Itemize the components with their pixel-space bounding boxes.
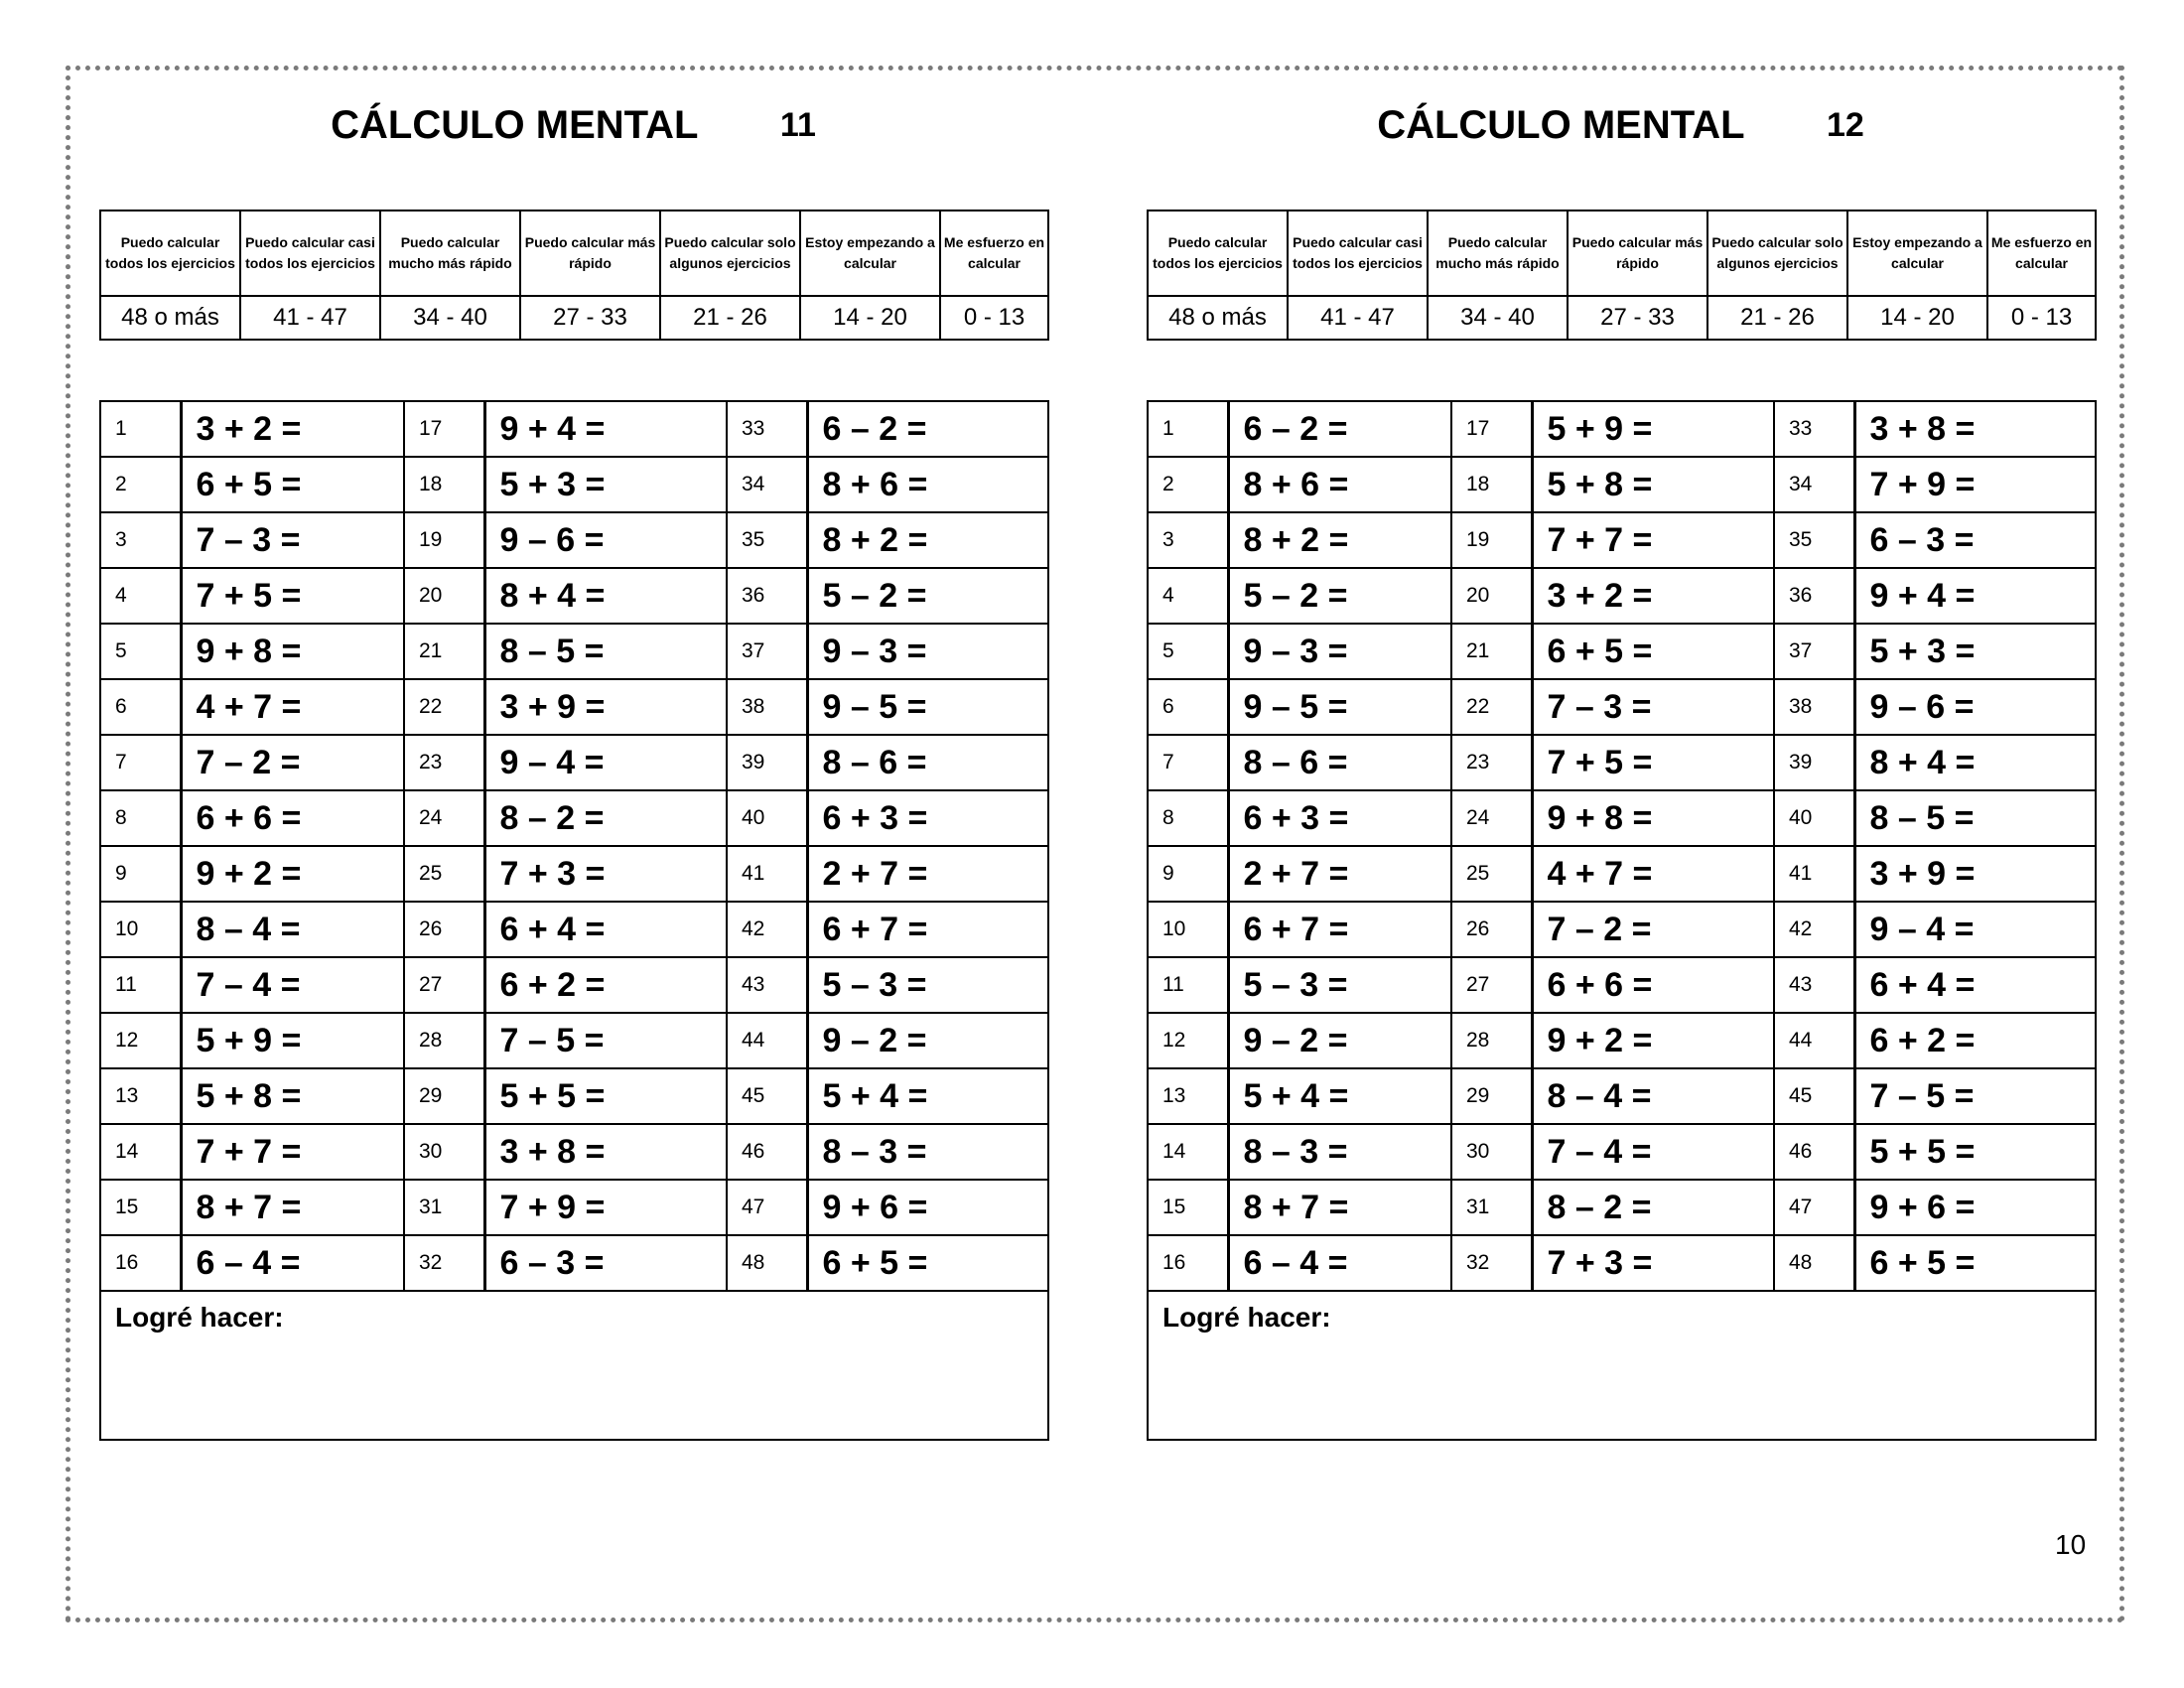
- exercise-number: 46: [727, 1124, 807, 1180]
- exercise-number: 13: [100, 1068, 181, 1124]
- result-label: Logré hacer:: [100, 1291, 1048, 1440]
- level-description: Me esfuerzo en calcular: [940, 211, 1048, 296]
- exercise-expression: 6 + 3 =: [807, 790, 1048, 846]
- exercise-number: 16: [1148, 1235, 1228, 1291]
- exercise-number: 21: [404, 624, 484, 679]
- exercise-expression: 5 + 8 =: [181, 1068, 404, 1124]
- exercise-expression: 9 + 8 =: [1532, 790, 1774, 846]
- level-range: 48 o más: [100, 296, 240, 340]
- level-range: 0 - 13: [940, 296, 1048, 340]
- exercise-expression: 5 + 8 =: [1532, 457, 1774, 512]
- exercise-number: 40: [727, 790, 807, 846]
- exercise-expression: 3 + 8 =: [1854, 401, 2096, 457]
- exercise-expression: 5 – 2 =: [1228, 568, 1451, 624]
- exercise-row: [100, 568, 1048, 624]
- exercise-number: 11: [1148, 957, 1228, 1013]
- exercise-expression: 8 – 6 =: [1228, 735, 1451, 790]
- exercise-number: 4: [1148, 568, 1228, 624]
- exercise-number: 27: [404, 957, 484, 1013]
- exercise-number: 14: [1148, 1124, 1228, 1180]
- exercise-number: 42: [727, 902, 807, 957]
- exercise-expression: 3 + 2 =: [181, 401, 404, 457]
- exercise-number: 39: [1774, 735, 1854, 790]
- exercise-expression: 9 – 5 =: [1228, 679, 1451, 735]
- exercise-row: [100, 1013, 1048, 1068]
- exercise-expression: 5 + 9 =: [181, 1013, 404, 1068]
- level-range: 21 - 26: [1707, 296, 1847, 340]
- level-description: Puedo calcular solo algunos ejercicios: [660, 211, 800, 296]
- exercise-number: 36: [1774, 568, 1854, 624]
- exercise-number: 30: [1451, 1124, 1532, 1180]
- exercise-number: 14: [100, 1124, 181, 1180]
- exercise-expression: 6 – 2 =: [807, 401, 1048, 457]
- result-row: [1148, 1291, 2096, 1440]
- exercise-expression: 8 – 4 =: [1532, 1068, 1774, 1124]
- exercise-number: 45: [1774, 1068, 1854, 1124]
- exercise-number: 3: [1148, 512, 1228, 568]
- exercise-row: [100, 512, 1048, 568]
- level-description: Puedo calcular todos los ejercicios: [100, 211, 240, 296]
- level-range: 34 - 40: [380, 296, 520, 340]
- exercise-expression: 6 + 2 =: [1854, 1013, 2096, 1068]
- exercise-number: 43: [1774, 957, 1854, 1013]
- exercise-expression: 7 – 2 =: [181, 735, 404, 790]
- exercise-expression: 6 + 6 =: [1532, 957, 1774, 1013]
- worksheet-number: 12: [1826, 106, 1864, 144]
- level-description: Me esfuerzo en calcular: [1987, 211, 2096, 296]
- level-range: 14 - 20: [800, 296, 940, 340]
- exercise-row: [1148, 1235, 2096, 1291]
- exercise-expression: 8 + 6 =: [1228, 457, 1451, 512]
- exercise-row: [1148, 1013, 2096, 1068]
- exercise-row: [1148, 1124, 2096, 1180]
- exercise-expression: 7 – 4 =: [1532, 1124, 1774, 1180]
- exercise-expression: 7 + 5 =: [181, 568, 404, 624]
- worksheet-header: [99, 103, 1047, 163]
- exercise-row: [100, 790, 1048, 846]
- exercise-expression: 6 + 4 =: [1854, 957, 2096, 1013]
- exercise-expression: 8 + 4 =: [484, 568, 727, 624]
- exercise-number: 29: [404, 1068, 484, 1124]
- exercise-expression: 3 + 8 =: [484, 1124, 727, 1180]
- exercise-number: 28: [404, 1013, 484, 1068]
- level-description: Puedo calcular más rápido: [520, 211, 660, 296]
- exercise-number: 4: [100, 568, 181, 624]
- exercise-number: 10: [100, 902, 181, 957]
- exercise-number: 37: [727, 624, 807, 679]
- exercise-row: [1148, 1180, 2096, 1235]
- exercise-expression: 9 + 6 =: [1854, 1180, 2096, 1235]
- exercise-row: [1148, 457, 2096, 512]
- exercise-number: 6: [1148, 679, 1228, 735]
- exercise-expression: 7 + 7 =: [1532, 512, 1774, 568]
- exercise-expression: 2 + 7 =: [1228, 846, 1451, 902]
- worksheet-12: [1147, 0, 2095, 1688]
- level-description: Puedo calcular mucho más rápido: [1428, 211, 1568, 296]
- exercise-number: 34: [727, 457, 807, 512]
- exercise-number: 46: [1774, 1124, 1854, 1180]
- exercise-number: 11: [100, 957, 181, 1013]
- exercise-number: 38: [727, 679, 807, 735]
- page-number: 10: [2055, 1529, 2087, 1560]
- exercise-number: 24: [1451, 790, 1532, 846]
- exercise-row: [1148, 401, 2096, 457]
- exercise-number: 3: [100, 512, 181, 568]
- exercise-row: [100, 624, 1048, 679]
- exercise-expression: 6 + 2 =: [484, 957, 727, 1013]
- exercise-expression: 6 + 4 =: [484, 902, 727, 957]
- exercise-rows: [1148, 401, 2096, 1440]
- exercise-row: [100, 1235, 1048, 1291]
- exercise-number: 19: [1451, 512, 1532, 568]
- exercise-expression: 6 + 3 =: [1228, 790, 1451, 846]
- exercise-expression: 5 – 3 =: [807, 957, 1048, 1013]
- exercise-number: 47: [727, 1180, 807, 1235]
- exercise-number: 39: [727, 735, 807, 790]
- exercise-number: 10: [1148, 902, 1228, 957]
- exercise-expression: 9 – 6 =: [484, 512, 727, 568]
- exercise-table: [1147, 400, 2097, 1441]
- exercise-expression: 6 – 3 =: [1854, 512, 2096, 568]
- exercise-row: [1148, 902, 2096, 957]
- exercise-expression: 9 + 4 =: [484, 401, 727, 457]
- level-range: 48 o más: [1148, 296, 1288, 340]
- exercise-expression: 8 – 3 =: [807, 1124, 1048, 1180]
- exercise-expression: 5 + 4 =: [1228, 1068, 1451, 1124]
- exercise-row: [100, 957, 1048, 1013]
- exercise-expression: 8 – 5 =: [1854, 790, 2096, 846]
- level-description: Puedo calcular solo algunos ejercicios: [1707, 211, 1847, 296]
- exercise-expression: 8 + 6 =: [807, 457, 1048, 512]
- exercise-expression: 5 – 2 =: [807, 568, 1048, 624]
- level-range: 14 - 20: [1847, 296, 1987, 340]
- exercise-number: 35: [1774, 512, 1854, 568]
- exercise-number: 1: [1148, 401, 1228, 457]
- level-range: 41 - 47: [1288, 296, 1428, 340]
- exercise-number: 27: [1451, 957, 1532, 1013]
- exercise-expression: 5 + 4 =: [807, 1068, 1048, 1124]
- exercise-number: 40: [1774, 790, 1854, 846]
- exercise-number: 48: [727, 1235, 807, 1291]
- exercise-number: 37: [1774, 624, 1854, 679]
- exercise-expression: 3 + 9 =: [484, 679, 727, 735]
- exercise-expression: 5 + 5 =: [1854, 1124, 2096, 1180]
- exercise-number: 26: [1451, 902, 1532, 957]
- exercise-number: 38: [1774, 679, 1854, 735]
- exercise-expression: 7 + 5 =: [1532, 735, 1774, 790]
- worksheet-title: CÁLCULO MENTAL: [331, 103, 699, 147]
- exercise-number: 24: [404, 790, 484, 846]
- exercise-expression: 6 – 2 =: [1228, 401, 1451, 457]
- exercise-expression: 6 – 3 =: [484, 1235, 727, 1291]
- exercise-expression: 5 + 9 =: [1532, 401, 1774, 457]
- worksheet-number: 11: [779, 106, 816, 144]
- level-ranges: [100, 296, 1048, 340]
- exercise-number: 16: [100, 1235, 181, 1291]
- worksheet-11: [99, 0, 1047, 1688]
- exercise-expression: 8 + 7 =: [1228, 1180, 1451, 1235]
- exercise-number: 28: [1451, 1013, 1532, 1068]
- exercise-row: [100, 1124, 1048, 1180]
- exercise-number: 48: [1774, 1235, 1854, 1291]
- exercise-number: 36: [727, 568, 807, 624]
- level-range: 21 - 26: [660, 296, 800, 340]
- exercise-number: 9: [100, 846, 181, 902]
- exercise-number: 41: [1774, 846, 1854, 902]
- exercise-expression: 7 – 3 =: [1532, 679, 1774, 735]
- exercise-expression: 8 + 4 =: [1854, 735, 2096, 790]
- level-range: 27 - 33: [1568, 296, 1707, 340]
- exercise-expression: 9 + 4 =: [1854, 568, 2096, 624]
- exercise-number: 41: [727, 846, 807, 902]
- exercise-expression: 6 + 5 =: [1854, 1235, 2096, 1291]
- level-table: [99, 210, 1049, 341]
- exercise-number: 32: [404, 1235, 484, 1291]
- exercise-number: 31: [1451, 1180, 1532, 1235]
- exercise-expression: 6 – 4 =: [181, 1235, 404, 1291]
- exercise-expression: 9 – 4 =: [1854, 902, 2096, 957]
- exercise-number: 15: [100, 1180, 181, 1235]
- exercise-table: [99, 400, 1049, 1441]
- exercise-row: [100, 846, 1048, 902]
- exercise-row: [100, 401, 1048, 457]
- exercise-number: 18: [404, 457, 484, 512]
- exercise-number: 22: [1451, 679, 1532, 735]
- exercise-expression: 4 + 7 =: [181, 679, 404, 735]
- exercise-expression: 9 + 8 =: [181, 624, 404, 679]
- exercise-number: 47: [1774, 1180, 1854, 1235]
- exercise-number: 22: [404, 679, 484, 735]
- exercise-expression: 7 + 7 =: [181, 1124, 404, 1180]
- level-description: Puedo calcular todos los ejercicios: [1148, 211, 1288, 296]
- level-range: 34 - 40: [1428, 296, 1568, 340]
- exercise-expression: 6 + 7 =: [807, 902, 1048, 957]
- exercise-number: 32: [1451, 1235, 1532, 1291]
- exercise-expression: 3 + 9 =: [1854, 846, 2096, 902]
- exercise-expression: 8 – 2 =: [1532, 1180, 1774, 1235]
- exercise-number: 7: [1148, 735, 1228, 790]
- exercise-expression: 8 + 2 =: [807, 512, 1048, 568]
- exercise-number: 5: [1148, 624, 1228, 679]
- exercise-expression: 4 + 7 =: [1532, 846, 1774, 902]
- exercise-row: [100, 735, 1048, 790]
- exercise-expression: 7 – 5 =: [484, 1013, 727, 1068]
- exercise-expression: 8 – 5 =: [484, 624, 727, 679]
- worksheet-header: [1147, 103, 2095, 163]
- exercise-expression: 5 – 3 =: [1228, 957, 1451, 1013]
- level-descriptions: [100, 211, 1048, 296]
- exercise-expression: 9 + 6 =: [807, 1180, 1048, 1235]
- exercise-expression: 7 + 3 =: [484, 846, 727, 902]
- exercise-number: 23: [404, 735, 484, 790]
- exercise-number: 18: [1451, 457, 1532, 512]
- exercise-number: 43: [727, 957, 807, 1013]
- result-label: Logré hacer:: [1148, 1291, 2096, 1440]
- exercise-number: 2: [100, 457, 181, 512]
- level-description: Puedo calcular mucho más rápido: [380, 211, 520, 296]
- exercise-expression: 8 + 7 =: [181, 1180, 404, 1235]
- exercise-number: 7: [100, 735, 181, 790]
- exercise-expression: 9 – 6 =: [1854, 679, 2096, 735]
- exercise-number: 25: [1451, 846, 1532, 902]
- level-description: Estoy empezando a calcular: [1847, 211, 1987, 296]
- exercise-row: [1148, 1068, 2096, 1124]
- level-description: Puedo calcular casi todos los ejercicios: [240, 211, 380, 296]
- exercise-number: 42: [1774, 902, 1854, 957]
- level-range: 41 - 47: [240, 296, 380, 340]
- exercise-expression: 7 – 4 =: [181, 957, 404, 1013]
- exercise-row: [1148, 735, 2096, 790]
- exercise-expression: 9 – 4 =: [484, 735, 727, 790]
- exercise-expression: 6 + 5 =: [181, 457, 404, 512]
- exercise-row: [100, 1180, 1048, 1235]
- exercise-row: [1148, 679, 2096, 735]
- exercise-expression: 8 + 2 =: [1228, 512, 1451, 568]
- exercise-expression: 9 – 5 =: [807, 679, 1048, 735]
- exercise-expression: 7 – 5 =: [1854, 1068, 2096, 1124]
- exercise-row: [1148, 790, 2096, 846]
- exercise-expression: 7 – 3 =: [181, 512, 404, 568]
- exercise-row: [100, 1068, 1048, 1124]
- exercise-number: 35: [727, 512, 807, 568]
- exercise-expression: 7 + 3 =: [1532, 1235, 1774, 1291]
- exercise-expression: 6 + 5 =: [807, 1235, 1048, 1291]
- exercise-number: 8: [100, 790, 181, 846]
- exercise-expression: 8 – 6 =: [807, 735, 1048, 790]
- exercise-number: 13: [1148, 1068, 1228, 1124]
- exercise-row: [1148, 568, 2096, 624]
- exercise-row: [100, 457, 1048, 512]
- exercise-number: 21: [1451, 624, 1532, 679]
- exercise-row: [1148, 846, 2096, 902]
- exercise-number: 33: [727, 401, 807, 457]
- exercise-rows: [100, 401, 1048, 1440]
- exercise-expression: 9 + 2 =: [1532, 1013, 1774, 1068]
- level-range: 27 - 33: [520, 296, 660, 340]
- exercise-number: 15: [1148, 1180, 1228, 1235]
- exercise-expression: 7 + 9 =: [484, 1180, 727, 1235]
- exercise-number: 25: [404, 846, 484, 902]
- exercise-number: 26: [404, 902, 484, 957]
- level-range: 0 - 13: [1987, 296, 2096, 340]
- level-table: [1147, 210, 2097, 341]
- exercise-expression: 5 + 3 =: [1854, 624, 2096, 679]
- exercise-expression: 9 + 2 =: [181, 846, 404, 902]
- exercise-number: 2: [1148, 457, 1228, 512]
- exercise-number: 44: [727, 1013, 807, 1068]
- exercise-row: [100, 679, 1048, 735]
- exercise-expression: 5 + 3 =: [484, 457, 727, 512]
- exercise-number: 12: [100, 1013, 181, 1068]
- exercise-number: 6: [100, 679, 181, 735]
- exercise-number: 1: [100, 401, 181, 457]
- exercise-number: 23: [1451, 735, 1532, 790]
- exercise-expression: 8 – 2 =: [484, 790, 727, 846]
- exercise-number: 34: [1774, 457, 1854, 512]
- exercise-number: 45: [727, 1068, 807, 1124]
- exercise-number: 8: [1148, 790, 1228, 846]
- exercise-expression: 6 + 5 =: [1532, 624, 1774, 679]
- worksheet-title: CÁLCULO MENTAL: [1377, 103, 1745, 147]
- exercise-number: 19: [404, 512, 484, 568]
- exercise-number: 12: [1148, 1013, 1228, 1068]
- exercise-expression: 6 – 4 =: [1228, 1235, 1451, 1291]
- exercise-number: 44: [1774, 1013, 1854, 1068]
- exercise-number: 20: [404, 568, 484, 624]
- exercise-expression: 8 – 4 =: [181, 902, 404, 957]
- exercise-row: [1148, 957, 2096, 1013]
- exercise-expression: 6 + 7 =: [1228, 902, 1451, 957]
- exercise-expression: 2 + 7 =: [807, 846, 1048, 902]
- exercise-expression: 9 – 2 =: [1228, 1013, 1451, 1068]
- level-ranges: [1148, 296, 2096, 340]
- exercise-number: 17: [404, 401, 484, 457]
- exercise-expression: 6 + 6 =: [181, 790, 404, 846]
- exercise-expression: 7 + 9 =: [1854, 457, 2096, 512]
- exercise-expression: 9 – 2 =: [807, 1013, 1048, 1068]
- level-description: Estoy empezando a calcular: [800, 211, 940, 296]
- exercise-expression: 9 – 3 =: [1228, 624, 1451, 679]
- exercise-number: 29: [1451, 1068, 1532, 1124]
- exercise-number: 9: [1148, 846, 1228, 902]
- exercise-number: 30: [404, 1124, 484, 1180]
- level-descriptions: [1148, 211, 2096, 296]
- exercise-row: [1148, 512, 2096, 568]
- level-description: Puedo calcular casi todos los ejercicios: [1288, 211, 1428, 296]
- exercise-row: [100, 902, 1048, 957]
- exercise-number: 5: [100, 624, 181, 679]
- exercise-expression: 3 + 2 =: [1532, 568, 1774, 624]
- exercise-number: 17: [1451, 401, 1532, 457]
- exercise-expression: 5 + 5 =: [484, 1068, 727, 1124]
- result-row: [100, 1291, 1048, 1440]
- level-description: Puedo calcular más rápido: [1568, 211, 1707, 296]
- exercise-expression: 8 – 3 =: [1228, 1124, 1451, 1180]
- exercise-number: 31: [404, 1180, 484, 1235]
- exercise-expression: 7 – 2 =: [1532, 902, 1774, 957]
- exercise-row: [1148, 624, 2096, 679]
- exercise-number: 33: [1774, 401, 1854, 457]
- exercise-number: 20: [1451, 568, 1532, 624]
- exercise-expression: 9 – 3 =: [807, 624, 1048, 679]
